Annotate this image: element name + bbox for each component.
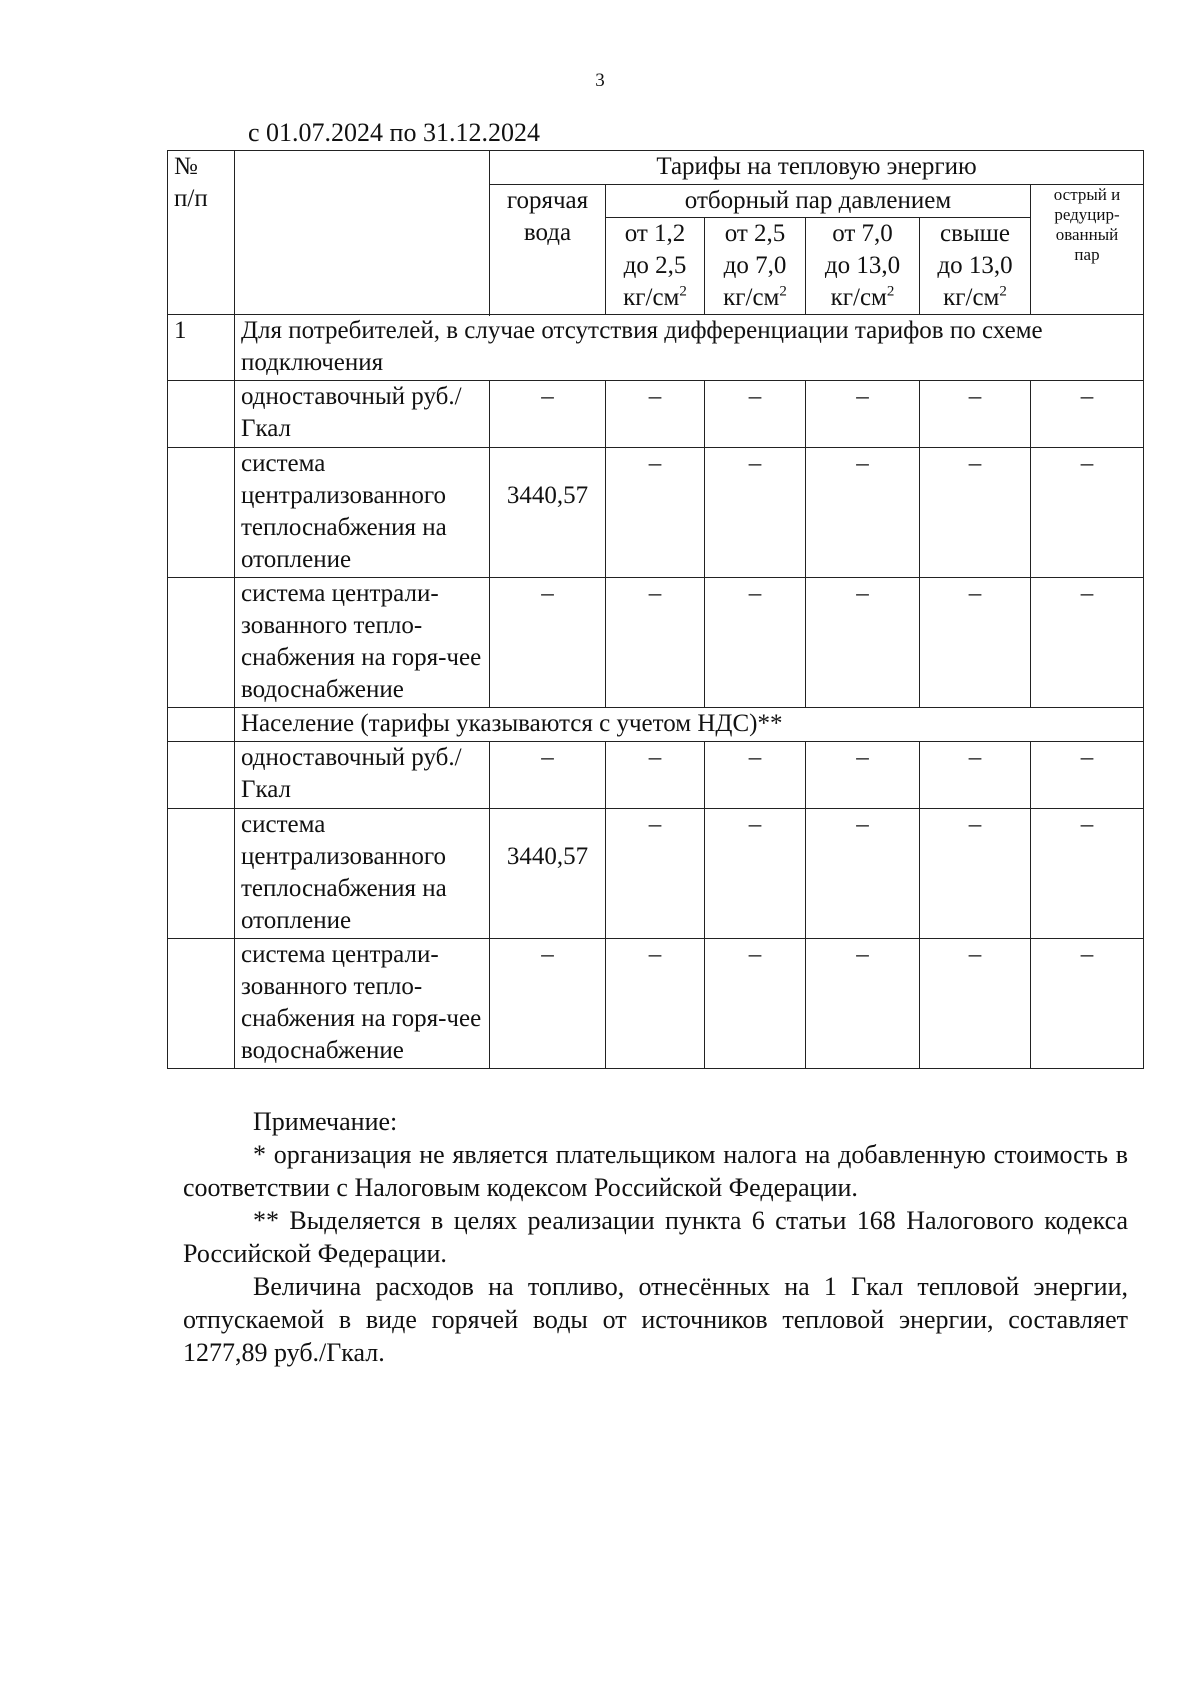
- cell-value: –: [1031, 939, 1144, 1069]
- header-pressure-4: свыше до 13,0 $кг/см^2$: [920, 218, 1031, 315]
- cell-value: –: [1031, 742, 1144, 809]
- row-label: одноставочный руб./Гкал: [235, 381, 490, 448]
- cell-hot-water: –: [490, 578, 606, 708]
- note-1: * организация не является плательщиком налога на добавленную стоимость в соответствии с Налоговым кодексом Российской Федерации.: [183, 1140, 1128, 1202]
- row-label: одноставочный руб./Гкал: [235, 742, 490, 809]
- section-title: Для потребителей, в случае отсутствия дифференциации тарифов по схеме подключения: [235, 315, 1144, 381]
- cell-value: –: [920, 809, 1031, 939]
- header-tariffs: Тарифы на тепловую энергию: [490, 151, 1144, 185]
- page-number: 3: [595, 70, 605, 91]
- cell-value: –: [806, 742, 920, 809]
- header-pressure-2: от 2,5 до 7,0 $кг/см^2$: [705, 218, 806, 315]
- table-row: [168, 448, 1144, 578]
- section-title: Население (тарифы указываются с учетом НДС)**: [235, 708, 1144, 742]
- tariff-table: [167, 150, 1144, 1069]
- period-heading: с 01.07.2024 по 31.12.2024: [248, 118, 540, 147]
- cell-value: –: [606, 939, 705, 1069]
- cell-value: –: [1031, 578, 1144, 708]
- cell-value: –: [705, 809, 806, 939]
- header-steam: отборный пар давлением: [606, 185, 1031, 218]
- header-sharp-steam: острый и редуцир- ованный пар: [1031, 185, 1144, 315]
- cell-hot-water: –: [490, 381, 606, 448]
- section-row: [168, 708, 1144, 742]
- section-number: 1: [168, 315, 235, 381]
- cell-hot-water: –: [490, 939, 606, 1069]
- cell-hot-water: 3440,57: [490, 448, 606, 578]
- cell-value: –: [705, 381, 806, 448]
- cell-value: –: [1031, 448, 1144, 578]
- cell-value: –: [806, 381, 920, 448]
- cell-value: –: [920, 448, 1031, 578]
- row-label: система централизованного теплоснабжения на отопление: [235, 448, 490, 578]
- table-row: [168, 578, 1144, 708]
- header-pressure-1: от 1,2 до 2,5 $кг/см^2$: [606, 218, 705, 315]
- notes-title: Примечание:: [253, 1107, 398, 1136]
- cell-value: –: [606, 742, 705, 809]
- row-label: система централизованного теплоснабжения на отопление: [235, 809, 490, 939]
- cell-hot-water: 3440,57: [490, 809, 606, 939]
- cell-value: –: [920, 939, 1031, 1069]
- table-row: [168, 742, 1144, 809]
- cell-value: –: [705, 742, 806, 809]
- cell-value: –: [606, 381, 705, 448]
- cell-value: –: [606, 448, 705, 578]
- notes: [183, 1105, 1128, 1369]
- cell-value: –: [1031, 381, 1144, 448]
- row-label: система централи-зованного тепло-снабжения на горя-чее водоснабжение: [235, 939, 490, 1069]
- cell-value: –: [920, 742, 1031, 809]
- cell-value: –: [705, 448, 806, 578]
- header-name: [235, 151, 490, 315]
- cell-value: –: [806, 939, 920, 1069]
- note-3: Величина расходов на топливо, отнесённых на 1 Гкал тепловой энергии, отпускаемой в виде горячей воды от источников тепловой энергии, составляет 1277,89 руб./Гкал.: [183, 1272, 1128, 1367]
- cell-value: –: [606, 809, 705, 939]
- cell-hot-water: –: [490, 742, 606, 809]
- header-number: № п/п: [168, 151, 235, 315]
- cell-value: –: [920, 578, 1031, 708]
- cell-value: –: [806, 809, 920, 939]
- table-row: [168, 939, 1144, 1069]
- cell-value: –: [806, 578, 920, 708]
- header-hot-water: горячая вода: [490, 185, 606, 315]
- table-row: [168, 809, 1144, 939]
- table-row: [168, 381, 1144, 448]
- header-pressure-3: от 7,0 до 13,0 $кг/см^2$: [806, 218, 920, 315]
- cell-value: –: [920, 381, 1031, 448]
- cell-value: –: [705, 939, 806, 1069]
- note-2: ** Выделяется в целях реализации пункта 6 статьи 168 Налогового кодекса Российской Федерации.: [183, 1206, 1128, 1268]
- cell-value: –: [1031, 809, 1144, 939]
- section-row: [168, 315, 1144, 381]
- cell-value: –: [806, 448, 920, 578]
- row-label: система централи-зованного тепло-снабжения на горя-чее водоснабжение: [235, 578, 490, 708]
- cell-value: –: [606, 578, 705, 708]
- cell-value: –: [705, 578, 806, 708]
